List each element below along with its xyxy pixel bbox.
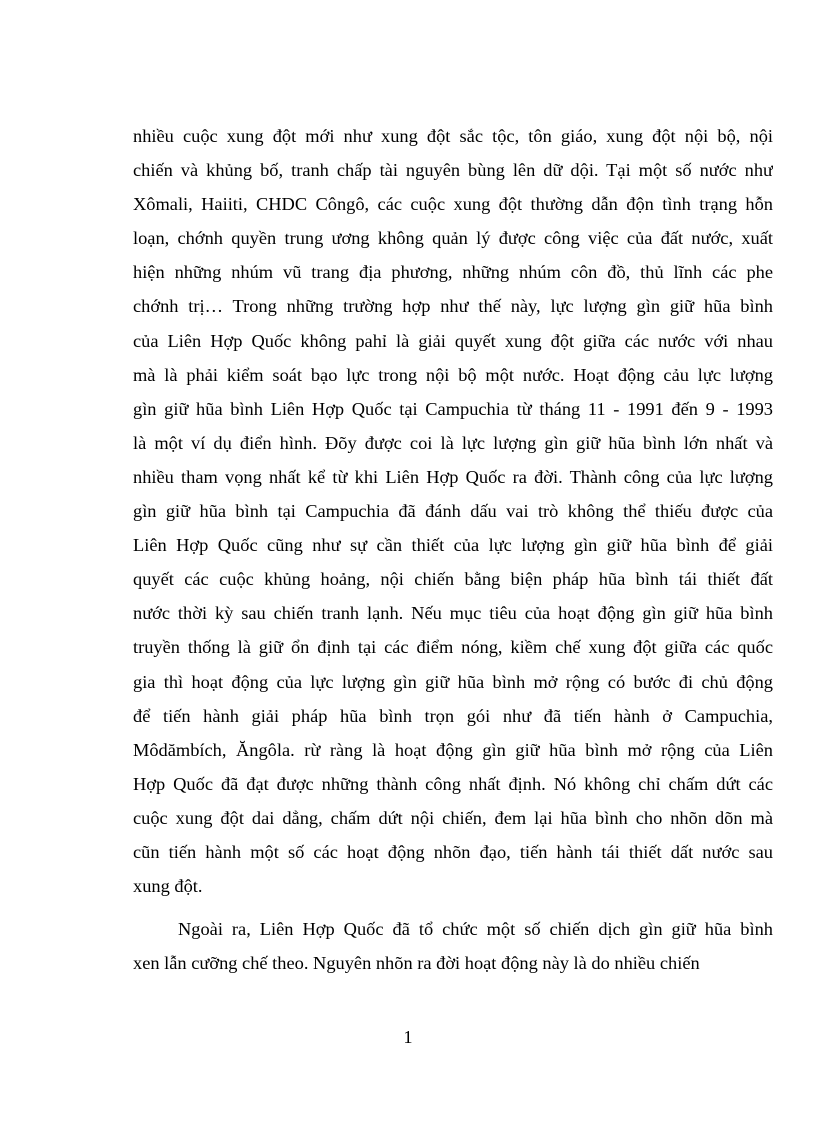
text-line: Xômali, Haiiti, CHDC Côngô, các cuộc xung đột thường dẫn độn tình trạng hỗn (133, 194, 773, 215)
text-line: nhiều tham vọng nhất kể từ khi Liên Hợp Quốc ra đời. Thành công của lực lượng (133, 466, 773, 487)
paragraph (133, 912, 773, 980)
text-line: nước thời kỳ sau chiến tranh lạnh. Nếu mục tiêu của hoạt động gìn giữ hũa bình (133, 603, 773, 624)
text-line: xen lẫn cưỡng chế theo. Nguyên nhõn ra đời hoạt động này là do nhiều chiến (133, 953, 700, 974)
paragraph (133, 119, 773, 903)
text-line: gia thì hoạt động của lực lượng gìn giữ hũa bình mở rộng có bước đi chủ động (133, 671, 773, 692)
text-line: hiện những nhúm vũ trang địa phương, những nhúm côn đồ, thủ lĩnh các phe (133, 262, 773, 283)
page-number: 1 (403, 1027, 413, 1047)
text-line: là một ví dụ điển hình. Đõy được coi là lực lượng gìn giữ hũa bình lớn nhất và (133, 432, 773, 453)
text-line: gìn giữ hũa bình tại Campuchia đã đánh dấu vai trò không thể thiếu được của (133, 501, 773, 522)
text-line: truyền thống là giữ ổn định tại các điểm nóng, kiềm chế xung đột giữa các quốc (133, 637, 773, 658)
text-line: Liên Hợp Quốc cũng như sự cần thiết của lực lượng gìn giữ hũa bình để giải (133, 535, 773, 556)
text-line: Hợp Quốc đã đạt được những thành công nhất định. Nó không chỉ chấm dứt các (133, 773, 773, 794)
text-line: mà là phải kiểm soát bạo lực trong nội bộ một nước. Hoạt động cảu lực lượng (133, 364, 773, 385)
text-line: Môdămbích, Ăngôla. rừ ràng là hoạt động gìn giữ hũa bình mở rộng của Liên (133, 739, 773, 760)
text-line: loạn, chớnh quyền trung ương không quản lý được công việc của đất nước, xuất (133, 228, 773, 249)
text-line: Ngoài ra, Liên Hợp Quốc đã tổ chức một số chiến dịch gìn giữ hũa bình (178, 919, 773, 940)
text-line: chớnh trị… Trong những trường hợp như thế này, lực lượng gìn giữ hũa bình (133, 296, 773, 317)
text-line: cũn tiến hành một số các hoạt động nhõn đạo, tiến hành tái thiết dất nước sau (133, 841, 773, 862)
text-line: nhiều cuộc xung đột mới như xung đột sắc tộc, tôn giáo, xung đột nội bộ, nội (133, 126, 773, 146)
text-line: để tiến hành giải pháp hũa bình trọn gói như đã tiến hành ở Campuchia, (133, 705, 773, 726)
text-line: quyết các cuộc khủng hoảng, nội chiến bằng biện pháp hũa bình tái thiết đất (133, 569, 773, 590)
text-line: xung đột. (133, 876, 203, 897)
text-line: cuộc xung đột dai dẳng, chấm dứt nội chiến, đem lại hũa bình cho nhõn dõn mà (133, 807, 773, 828)
text-line: gìn giữ hũa bình Liên Hợp Quốc tại Campuchia từ tháng 11 - 1991 đến 9 - 1993 (133, 398, 773, 419)
paragraph-gap (133, 903, 773, 912)
body-text (133, 119, 773, 980)
text-line: của Liên Hợp Quốc không pahỉ là giải quyết xung đột giữa các nước với nhau (133, 330, 773, 351)
text-line: chiến và khủng bố, tranh chấp tài nguyên bùng lên dữ dội. Tại một số nước như (133, 160, 773, 181)
